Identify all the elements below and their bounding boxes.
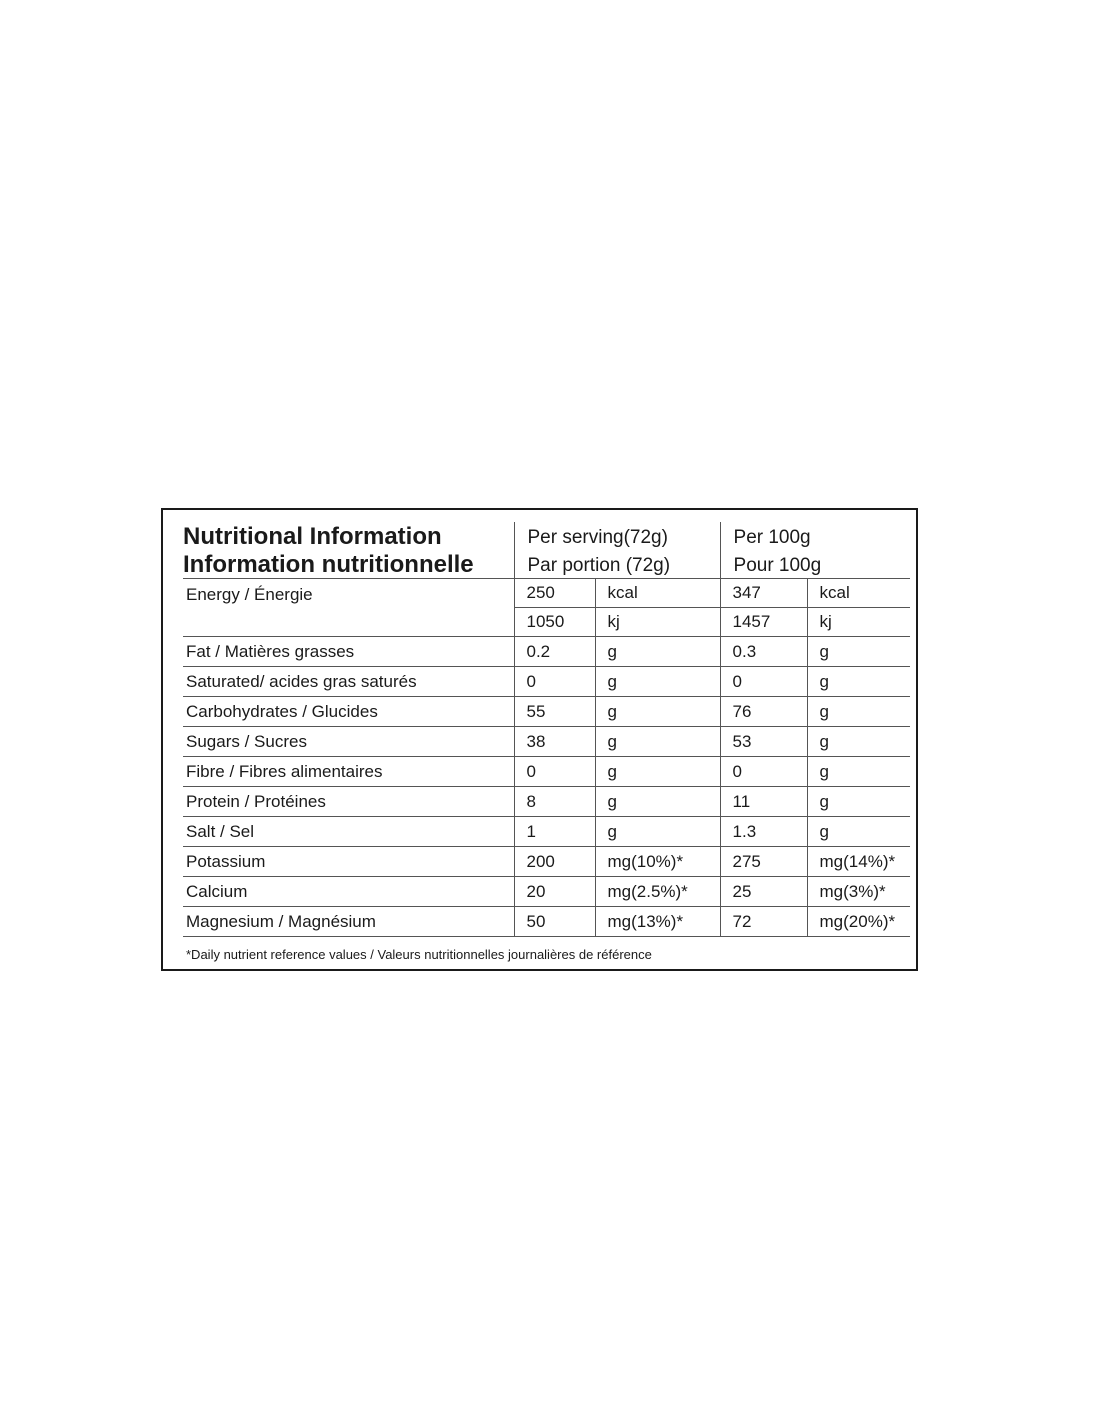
nutrient-serving-unit: g [595,637,720,667]
nutrient-per100-unit: mg(14%)* [807,847,910,877]
nutrient-label: Potassium [183,847,514,877]
nutrient-label: Carbohydrates / Glucides [183,697,514,727]
per-serving-header [514,522,720,579]
nutrient-row [183,907,910,937]
energy-kj-per100: 1457 [720,608,807,637]
nutrient-per100-unit: mg(20%)* [807,907,910,937]
nutrient-per100-value: 25 [720,877,807,907]
nutrient-per100-unit: g [807,637,910,667]
nutrition-table [183,522,910,937]
nutrient-serving-unit: g [595,757,720,787]
nutrition-grid [183,522,910,963]
nutrient-serving-unit: g [595,787,720,817]
per-100g-english: Per 100g [733,527,811,548]
nutrient-serving-value: 1 [514,817,595,847]
nutrient-serving-unit: g [595,667,720,697]
nutrient-label: Fat / Matières grasses [183,637,514,667]
nutrient-serving-value: 55 [514,697,595,727]
energy-label: Energy / Énergie [183,579,514,637]
nutrient-row [183,727,910,757]
nutrient-per100-unit: g [807,787,910,817]
per-100g-header [720,522,910,579]
nutrient-row [183,787,910,817]
nutrient-per100-unit: mg(3%)* [807,877,910,907]
per-serving-french: Par portion (72g) [527,555,671,576]
nutrient-per100-unit: g [807,697,910,727]
nutrient-serving-unit: mg(13%)* [595,907,720,937]
energy-kcal-unit-per100: kcal [807,579,910,608]
nutrient-label: Saturated/ acides gras saturés [183,667,514,697]
nutrient-label: Fibre / Fibres alimentaires [183,757,514,787]
nutrient-row [183,847,910,877]
nutrient-per100-unit: g [807,667,910,697]
nutrient-per100-value: 275 [720,847,807,877]
nutrient-serving-value: 200 [514,847,595,877]
energy-kj-serving: 1050 [514,608,595,637]
nutrient-row [183,697,910,727]
nutrition-label [161,508,918,971]
nutrient-row [183,757,910,787]
nutrient-label: Magnesium / Magnésium [183,907,514,937]
nutrient-per100-value: 1.3 [720,817,807,847]
per-serving-english: Per serving(72g) [527,527,668,548]
nutrient-serving-unit: g [595,697,720,727]
nutrient-per100-value: 76 [720,697,807,727]
nutrient-label: Calcium [183,877,514,907]
nutrient-serving-unit: mg(10%)* [595,847,720,877]
nutrient-per100-value: 11 [720,787,807,817]
nutrient-per100-unit: g [807,757,910,787]
nutrient-serving-value: 8 [514,787,595,817]
energy-kcal-unit-serving: kcal [595,579,720,608]
nutrient-label: Sugars / Sucres [183,727,514,757]
nutrient-per100-value: 72 [720,907,807,937]
nutrient-row [183,817,910,847]
nutrient-per100-unit: g [807,817,910,847]
nutrient-row [183,877,910,907]
nutrient-serving-value: 38 [514,727,595,757]
title-english: Nutritional Information [183,523,442,550]
nutrient-row [183,667,910,697]
nutrient-label: Salt / Sel [183,817,514,847]
nutrient-per100-value: 0 [720,757,807,787]
nutrient-serving-value: 20 [514,877,595,907]
title-cell [183,522,514,579]
title-french: Information nutritionnelle [183,551,474,578]
nutrient-per100-value: 53 [720,727,807,757]
energy-kj-unit-serving: kj [595,608,720,637]
energy-kcal-per100: 347 [720,579,807,608]
nutrient-serving-value: 0 [514,757,595,787]
nutrient-per100-value: 0.3 [720,637,807,667]
nutrient-serving-unit: g [595,817,720,847]
nutrient-serving-value: 0.2 [514,637,595,667]
energy-kj-unit-per100: kj [807,608,910,637]
nutrient-serving-value: 0 [514,667,595,697]
nutrient-serving-unit: g [595,727,720,757]
per-100g-french: Pour 100g [733,555,822,576]
footnote: *Daily nutrient reference values / Valeurs nutritionnelles journalières de référence [186,947,652,962]
nutrient-serving-value: 50 [514,907,595,937]
header-row [183,522,910,579]
nutrient-row [183,637,910,667]
nutrient-serving-unit: mg(2.5%)* [595,877,720,907]
nutrient-label: Protein / Protéines [183,787,514,817]
energy-kcal-serving: 250 [514,579,595,608]
nutrient-per100-value: 0 [720,667,807,697]
nutrient-per100-unit: g [807,727,910,757]
energy-kcal-row [183,579,910,608]
